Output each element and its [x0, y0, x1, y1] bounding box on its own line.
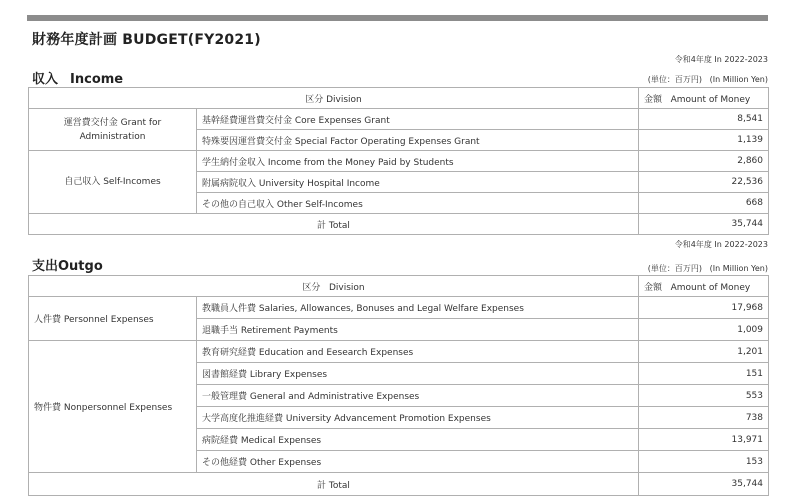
row-amount: 1,009: [639, 319, 769, 341]
income-category-grant: [29, 109, 197, 151]
income-year-note: 令和4年度 In 2022-2023: [674, 55, 768, 64]
table-row: [29, 297, 769, 319]
row-amount: 668: [639, 193, 769, 214]
income-heading-jp: 収入: [32, 72, 59, 87]
outgo-header-amount: [639, 276, 769, 297]
row-label: 病院経費 Medical Expenses: [197, 429, 639, 451]
outgo-table: [28, 275, 769, 496]
row-amount: 738: [639, 407, 769, 429]
income-total-amount: 35,744: [639, 214, 769, 235]
outgo-total-row: [29, 473, 769, 496]
top-rule: [27, 15, 768, 21]
row-label: 学生納付金収入 Income from the Money Paid by Students: [197, 151, 639, 172]
row-label: 退職手当 Retirement Payments: [197, 319, 639, 341]
row-label: 教育研究経費 Education and Eesearch Expenses: [197, 341, 639, 363]
income-header-amount: [639, 88, 769, 109]
outgo-total-amount: 35,744: [639, 473, 769, 496]
row-amount: 153: [639, 451, 769, 473]
row-label: 大学高度化推進経費 University Advancement Promotion Expenses: [197, 407, 639, 429]
outgo-header-division-en: Division: [328, 282, 365, 293]
page-title: 財務年度計画 BUDGET(FY2021): [32, 32, 261, 48]
income-total-row: [29, 214, 769, 235]
row-label: 教職員人件費 Salaries, Allowances, Bonuses and Legal Welfare Expenses: [197, 297, 639, 319]
row-amount: 22,536: [639, 172, 769, 193]
row-label: その他の自己収入 Other Self-Incomes: [197, 193, 639, 214]
income-header-division: 区分 Division: [29, 88, 639, 109]
income-header-row: [29, 88, 769, 109]
outgo-header-division-jp: 区分: [302, 282, 321, 293]
outgo-total-label: 計 Total: [29, 473, 639, 496]
row-amount: 17,968: [639, 297, 769, 319]
income-header-amount-jp: 金額: [644, 94, 663, 105]
income-header-amount-en: Amount of Money: [670, 94, 751, 105]
row-label: その他経費 Other Expenses: [197, 451, 639, 473]
income-table: [28, 87, 769, 235]
income-heading-en: Income: [70, 72, 124, 87]
row-amount: 8,541: [639, 109, 769, 130]
outgo-unit-en: (In Million Yen): [709, 264, 768, 273]
row-amount: 1,139: [639, 130, 769, 151]
outgo-unit-note: [648, 263, 768, 274]
income-category-self: 自己収入 Self-Incomes: [29, 151, 197, 214]
income-heading: [32, 68, 123, 87]
outgo-heading: 支出Outgo: [32, 259, 103, 274]
outgo-header-division: [29, 276, 639, 297]
row-label: 特殊要因運営費交付金 Special Factor Operating Expenses Grant: [197, 130, 639, 151]
outgo-category-nonpersonnel: 物件費 Nonpersonnel Expenses: [29, 341, 197, 473]
income-total-label: 計 Total: [29, 214, 639, 235]
row-amount: 2,860: [639, 151, 769, 172]
income-unit-en: (In Million Yen): [709, 75, 768, 84]
outgo-header-amount-jp: 金額: [644, 282, 663, 293]
row-amount: 151: [639, 363, 769, 385]
outgo-header-amount-en: Amount of Money: [670, 282, 751, 293]
income-unit-jp: (単位：百万円): [647, 75, 703, 84]
row-amount: 553: [639, 385, 769, 407]
outgo-year-note: 令和4年度 In 2022-2023: [674, 240, 768, 249]
income-category-grant-jp: 運営費交付金 Grant for: [63, 117, 162, 128]
income-unit-note: [648, 74, 768, 85]
income-category-grant-en: Administration: [79, 131, 146, 142]
table-row: [29, 109, 769, 130]
row-amount: 13,971: [639, 429, 769, 451]
table-row: [29, 151, 769, 172]
table-row: [29, 341, 769, 363]
row-amount: 1,201: [639, 341, 769, 363]
row-label: 基幹経費運営費交付金 Core Expenses Grant: [197, 109, 639, 130]
row-label: 図書館経費 Library Expenses: [197, 363, 639, 385]
row-label: 附属病院収入 University Hospital Income: [197, 172, 639, 193]
row-label: 一般管理費 General and Administrative Expenses: [197, 385, 639, 407]
outgo-header-row: [29, 276, 769, 297]
outgo-category-personnel: 人件費 Personnel Expenses: [29, 297, 197, 341]
outgo-unit-jp: (単位：百万円): [647, 264, 703, 273]
